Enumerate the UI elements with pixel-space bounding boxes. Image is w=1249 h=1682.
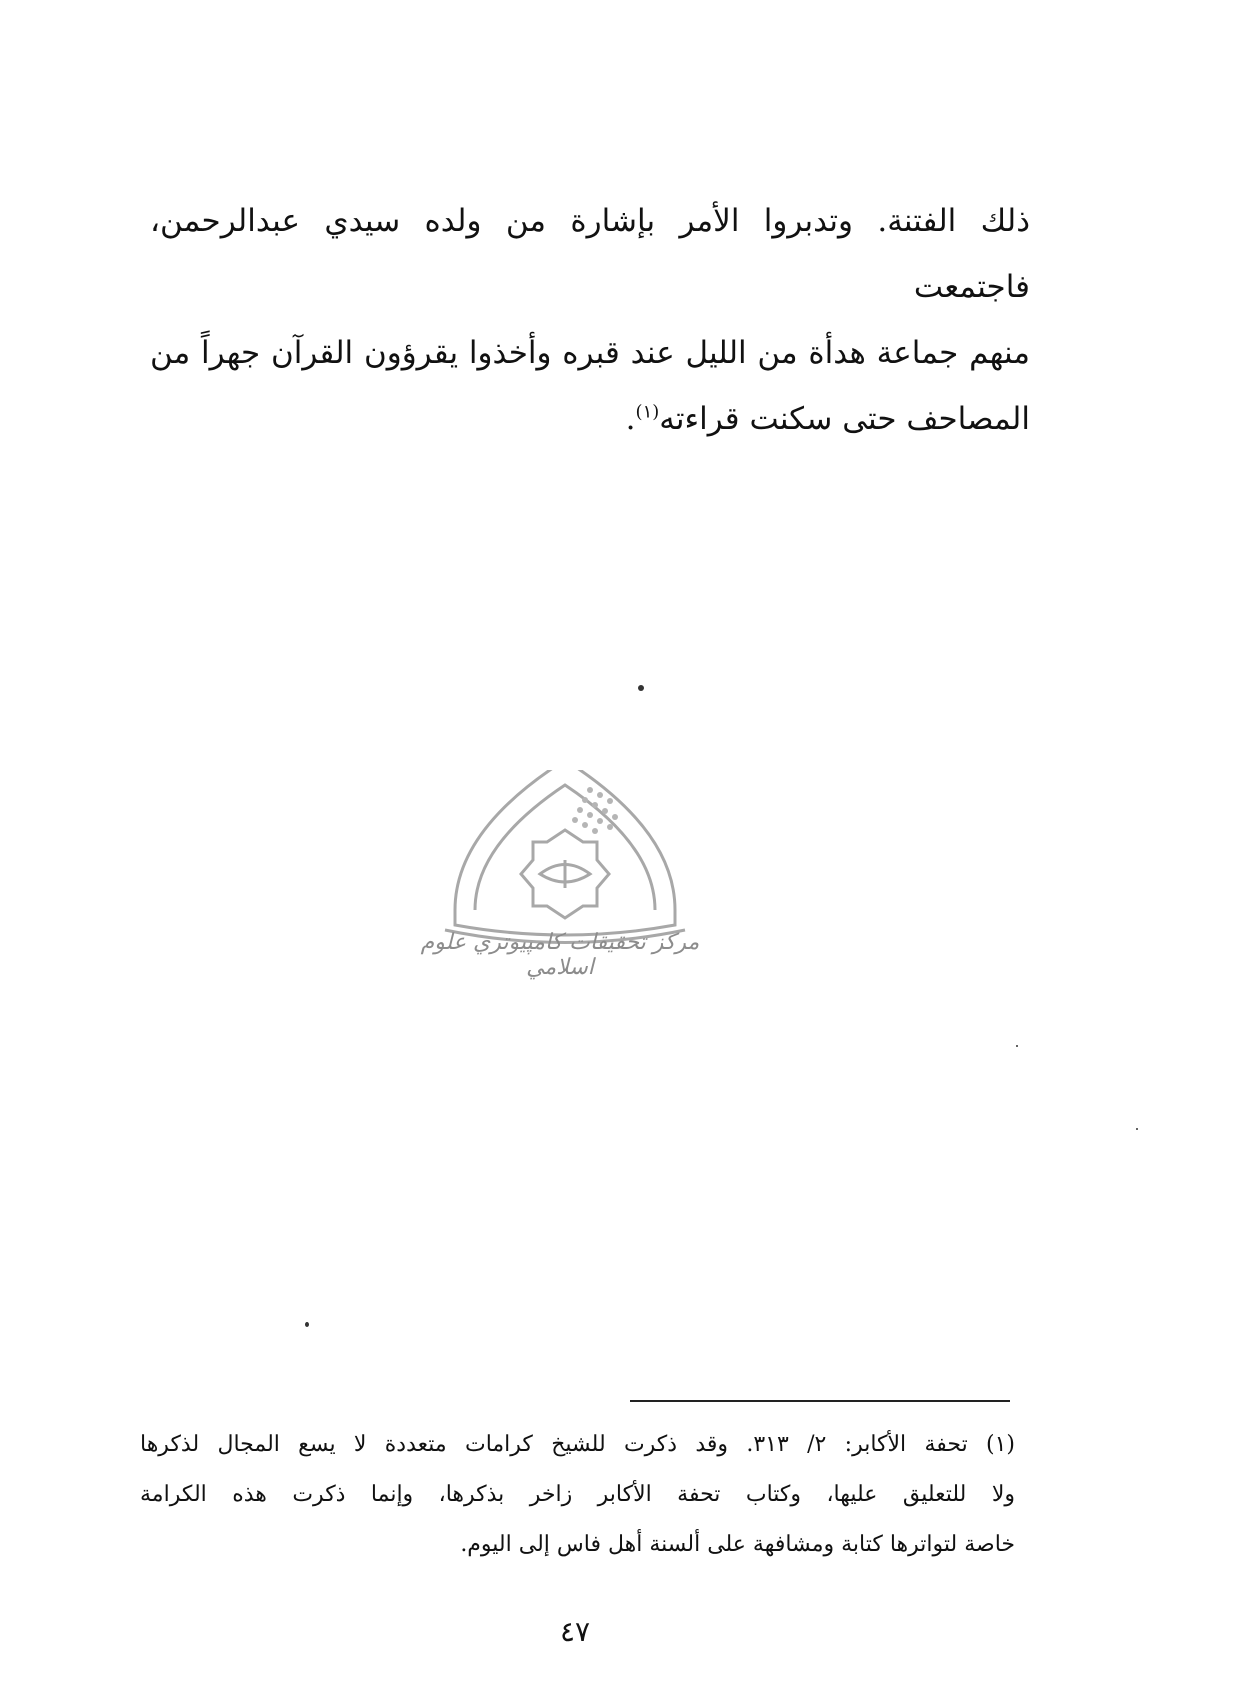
footnotes [140,1420,1015,1570]
footnote-separator [630,1400,1010,1402]
footnote-line-1: (١) تحفة الأكابر: ٢/ ٣١٣. وقد ذكرت للشيخ كرامات متعددة لا يسع المجال لذكرها [140,1432,1016,1457]
body-line-2: منهم جماعة هدأة من الليل عند قبره وأخذوا يقرؤون القرآن جهراً من [150,335,1030,371]
body-line-1: ذلك الفتنة. وتدبروا الأمر بإشارة من ولده سيدي عبدالرحمن، فاجتمعت [150,203,1030,305]
scan-speck [305,1322,309,1327]
scan-speck [1016,1045,1018,1047]
body-line-3 [150,386,1030,452]
footnote-reference: (١) [635,401,660,423]
body-line-3-text: المصاحف حتى سكنت قراءته [659,401,1030,437]
sentence-end-mark: . [625,401,636,437]
main-text [150,188,1030,452]
footnote-line-3: خاصة لتواترها كتابة ومشافهة على ألسنة أهل فاس إلى اليوم. [460,1532,1015,1557]
scan-speck [1136,1128,1138,1130]
footnote-line-2: ولا للتعليق عليها، وكتاب تحفة الأكابر زاخر بذكرها، وإنما ذكرت هذه الكرامة [140,1482,1015,1507]
page-number: ٤٧ [559,1615,591,1648]
watermark-caption: مركز تحقيقات كامپيوتري علوم اسلامي [420,930,700,980]
scan-speck [638,685,644,691]
